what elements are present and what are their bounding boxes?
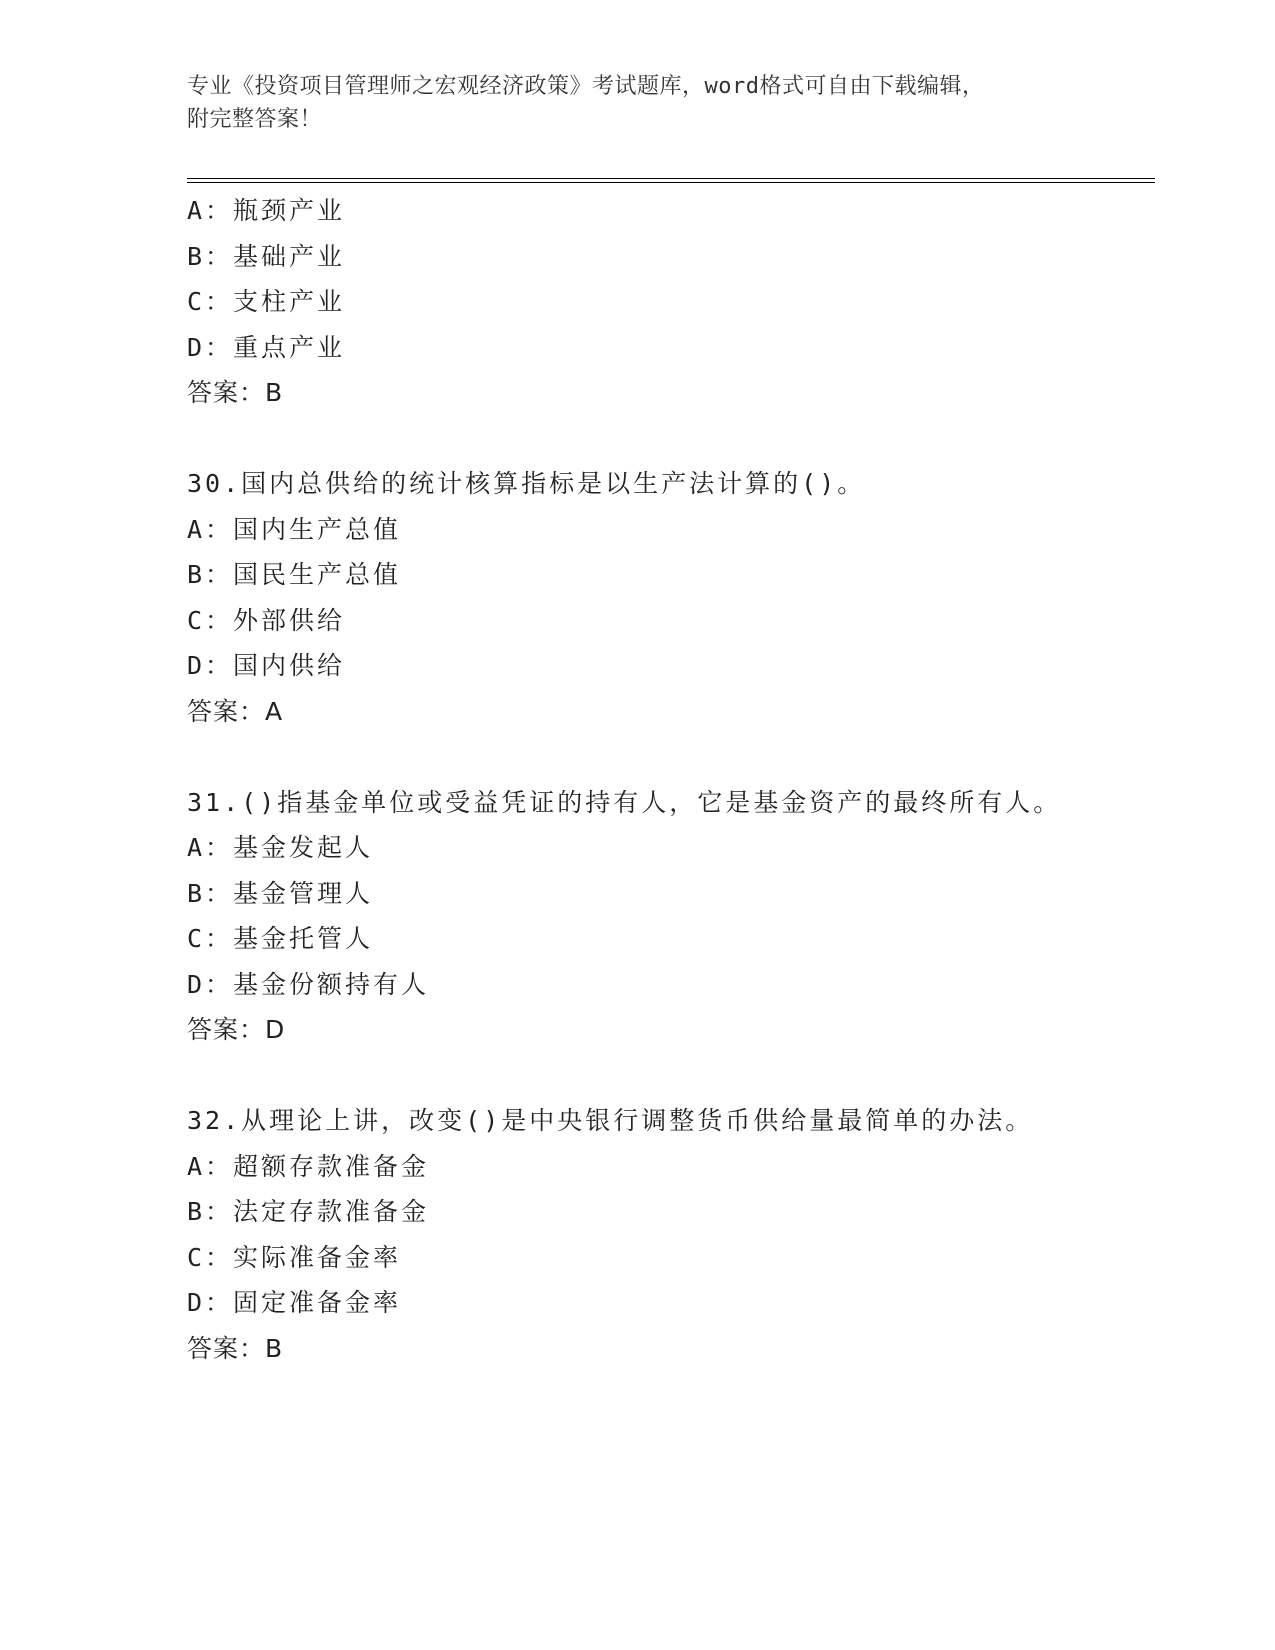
question-block-31	[187, 780, 1147, 1053]
question-block-30	[187, 461, 1147, 734]
header-divider	[187, 178, 1155, 183]
header-line-1: 专业《投资项目管理师之宏观经济政策》考试题库，word格式可自由下载编辑，	[187, 74, 985, 99]
answer-text: 答案：A	[187, 696, 284, 726]
option-d: D：固定准备金率	[187, 1288, 402, 1317]
option-a: A：国内生产总值	[187, 514, 402, 544]
option-b: B：基础产业	[187, 241, 346, 271]
spacer	[187, 416, 1147, 462]
option-b: B：基金管理人	[187, 878, 374, 908]
option-b: B：国民生产总值	[187, 560, 402, 589]
spacer	[187, 734, 1147, 780]
option-d: D：重点产业	[187, 332, 346, 362]
option-d: D：基金份额持有人	[187, 969, 430, 999]
question-stem: 30.国内总供给的统计核算指标是以生产法计算的()。	[187, 469, 866, 498]
option-c: C：支柱产业	[187, 287, 346, 316]
option-b: B：法定存款准备金	[187, 1197, 430, 1226]
answer-text: 答案：B	[187, 378, 284, 407]
option-d: D：国内供给	[187, 651, 346, 680]
option-c: C：基金托管人	[187, 924, 374, 953]
spacer	[187, 1053, 1147, 1099]
answer-text: 答案：B	[187, 1333, 284, 1363]
question-stem: 32.从理论上讲，改变()是中央银行调整货币供给量最简单的办法。	[187, 1106, 1034, 1135]
option-c: C：外部供给	[187, 605, 346, 635]
document-header	[187, 70, 1087, 136]
option-c: C：实际准备金率	[187, 1242, 402, 1272]
question-block-32	[187, 1098, 1147, 1371]
header-line-2: 附完整答案！	[187, 107, 323, 132]
option-a: A：基金发起人	[187, 833, 374, 862]
question-list	[187, 188, 1147, 1371]
answer-text: 答案：D	[187, 1015, 286, 1044]
question-stem: 31.()指基金单位或受益凭证的持有人，它是基金资产的最终所有人。	[187, 787, 1062, 817]
question-block-29	[187, 188, 1147, 416]
option-a: A：超额存款准备金	[187, 1151, 430, 1181]
option-a: A：瓶颈产业	[187, 196, 346, 225]
